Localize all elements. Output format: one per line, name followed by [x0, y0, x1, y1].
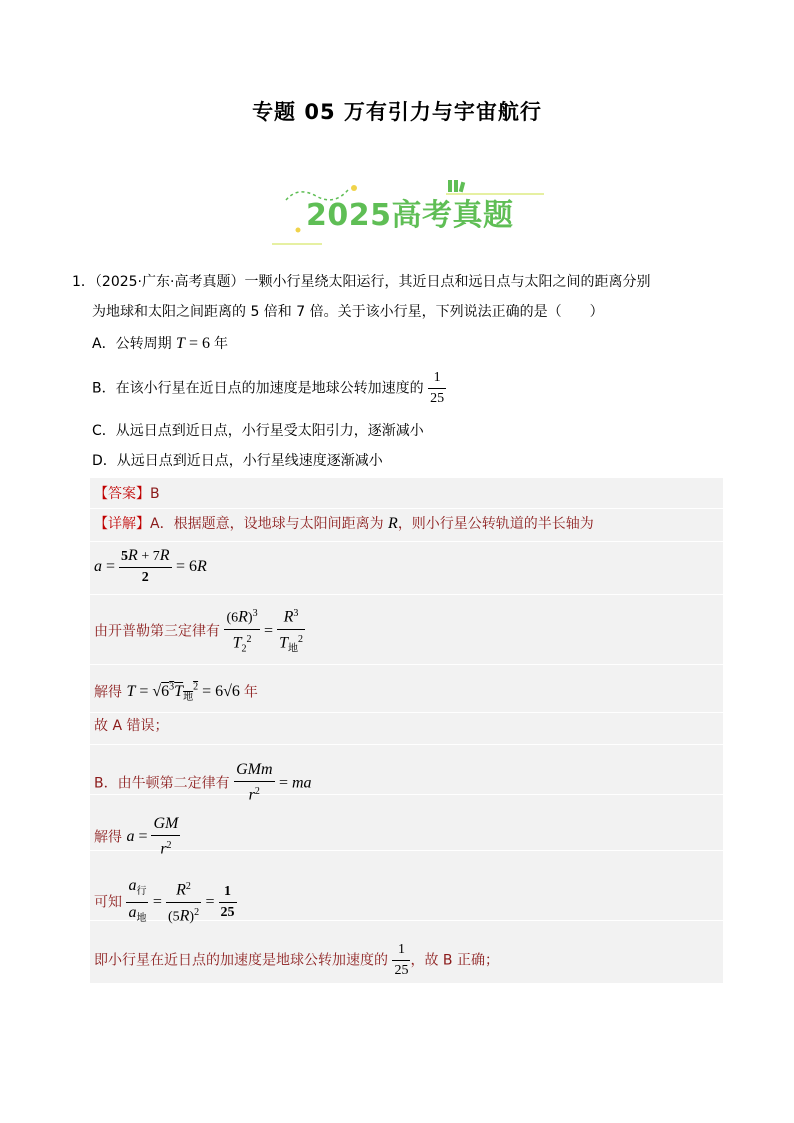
option-d: D．从远日点到近日点，小行星线速度逐渐减小 — [92, 453, 383, 469]
answer-tag: 【答案】 — [94, 486, 150, 502]
formula-semi-major-axis: a = $\frac{5R + 7R}{2}$ = 6R — [94, 547, 207, 585]
fraction-1-25: $\frac{1}{25}$ — [430, 370, 445, 406]
option-a-unit: 年 — [213, 336, 228, 352]
b-know-line: 可知 $\frac{a_行}{a_地}$ = $\frac{R^2}{(5R)^2}$ = $\frac{1}{25}$ — [94, 877, 235, 925]
page-title: 专题 05 万有引力与宇宙航行 — [252, 100, 542, 124]
a-wrong-line: 故 A 错误； — [94, 718, 169, 734]
answer-line — [94, 484, 160, 504]
option-a: A．公转周期 T = 6 年 — [92, 335, 228, 352]
b-solve-line: 解得 a = $\frac{GM}{r^2}$ — [94, 815, 179, 858]
section-badge — [268, 178, 548, 250]
question-stem-text: （2025·广东·高考真题）一颗小行星绕太阳运行，其近日点和远日点与太阳之间的距离分别 — [94, 274, 651, 290]
detail-line1-text: A．根据题意，设地球与太阳间距离为 — [150, 516, 384, 532]
solve-text: 解得 — [94, 684, 122, 701]
kepler-line: 由开普勒第三定律有 $\frac{(6R)^3}{T_2^2}$ = $\frac{R^3}{T_地^2}$ — [94, 604, 305, 659]
b-conclusion-line: 即小行星在近日点的加速度是地球公转加速度的 $\frac{1}{25}$ ，故 B 正确； — [94, 942, 499, 978]
b-conclusion2-text: ，故 B 正确； — [410, 952, 499, 969]
option-a-label: A．公转周期 — [92, 336, 172, 352]
newton-line: B．由牛顿第二定律有 $\frac{\text{GMm}}{r^2}$ = ma — [94, 761, 312, 804]
question-number: 1． — [72, 274, 95, 290]
detail-line1: 【详解】A．根据题意，设地球与太阳间距离为 R，则小行星公转轨道的半长轴为 — [94, 515, 594, 532]
detail-line1b-text: ，则小行星公转轨道的半长轴为 — [397, 516, 594, 532]
badge-text: 2025高考真题 — [306, 198, 514, 233]
solve-line: 解得 $T = √6^3T_地^2 = 6√6$ 年 — [94, 682, 258, 704]
kepler-text: 由开普勒第三定律有 — [94, 623, 220, 640]
question-stem-line1 — [72, 272, 650, 292]
b-conclusion-text: 即小行星在近日点的加速度是地球公转加速度的 — [94, 952, 388, 969]
option-b-label: B．在该小行星在近日点的加速度是地球公转加速度的 — [92, 380, 424, 397]
b-solve-text: 解得 — [94, 829, 122, 846]
question-stem-line2: 为地球和太阳之间距离的 5 倍和 7 倍。关于该小行星，下列说法正确的是（ ） — [92, 304, 604, 320]
solve-unit: 年 — [243, 684, 258, 701]
option-c: C．从远日点到近日点，小行星受太阳引力，逐渐减小 — [92, 423, 424, 439]
option-b — [92, 368, 446, 409]
answer-value: B — [150, 486, 160, 502]
b-know-text: 可知 — [94, 894, 122, 911]
newton-text: B．由牛顿第二定律有 — [94, 775, 230, 792]
detail-tag: 【详解】 — [94, 516, 150, 532]
